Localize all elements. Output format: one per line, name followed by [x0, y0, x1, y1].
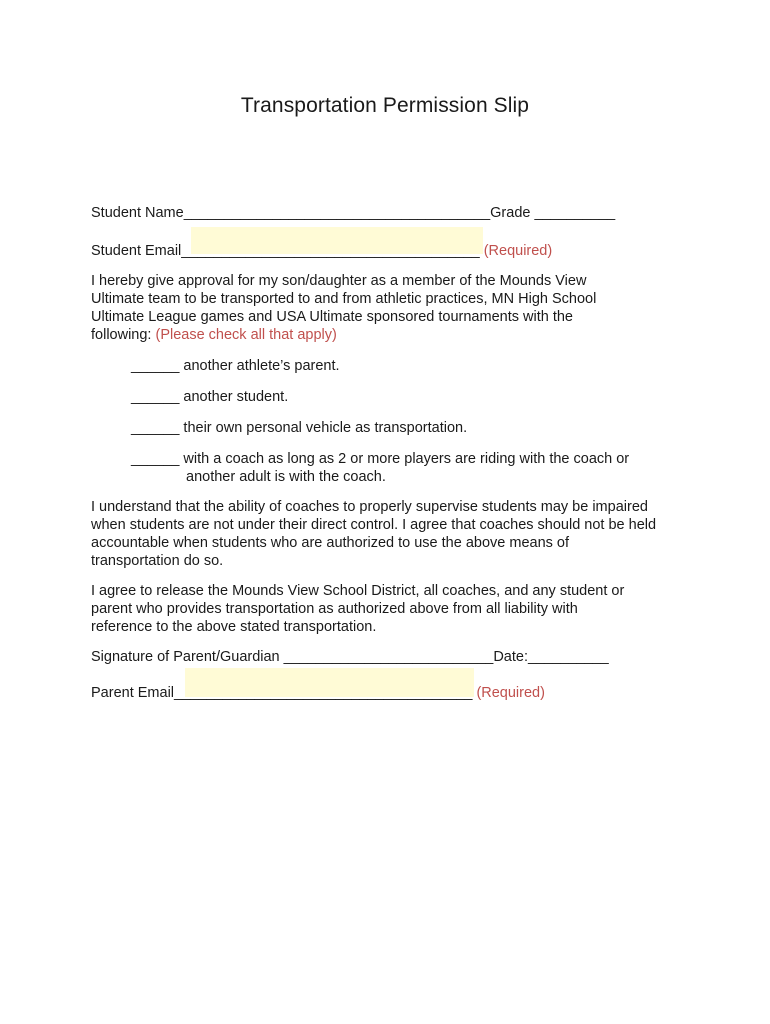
- student-name-field[interactable]: ______________________________________: [183, 205, 491, 221]
- date-field[interactable]: __________: [528, 649, 609, 665]
- check-all-note: (Please check all that apply): [155, 327, 337, 343]
- approval-line-last: [91, 326, 691, 344]
- understand-line: transportation do so.: [91, 553, 224, 569]
- option-label-continued: another adult is with the coach.: [186, 469, 386, 485]
- option-checkbox-blank[interactable]: ______: [131, 358, 180, 374]
- approval-line: Ultimate League games and USA Ultimate sponsored tournaments with the: [91, 309, 573, 325]
- student-email-label: Student Email: [91, 243, 182, 259]
- option-checkbox-blank[interactable]: ______: [131, 389, 180, 405]
- signature-row: [91, 648, 609, 666]
- understand-line: accountable when students who are authorized to use the above means of: [91, 535, 570, 551]
- parent-email-required-note: (Required): [476, 685, 545, 701]
- understand-line: when students are not under their direct control. I agree that coaches should not be held: [91, 517, 657, 533]
- release-paragraph: [91, 582, 691, 636]
- option-another-student: [131, 388, 288, 406]
- page-title: Transportation Permission Slip: [240, 94, 530, 117]
- option-label: another athlete’s parent.: [183, 358, 340, 374]
- date-label: Date:: [493, 649, 528, 665]
- parent-email-label: Parent Email: [91, 685, 175, 701]
- parent-email-underline: _____________________________________: [174, 685, 473, 701]
- option-checkbox-blank[interactable]: ______: [131, 451, 180, 467]
- approval-line: I hereby give approval for my son/daughter as a member of the Mounds View: [91, 273, 587, 289]
- grade-label: Grade: [490, 205, 531, 221]
- understand-paragraph: [91, 498, 691, 570]
- option-label: their own personal vehicle as transportation.: [183, 420, 468, 436]
- approval-line: Ultimate team to be transported to and from athletic practices, MN High School: [91, 291, 597, 307]
- signature-label: Signature of Parent/Guardian: [91, 649, 280, 665]
- signature-field[interactable]: __________________________: [283, 649, 494, 665]
- student-email-required-note: (Required): [483, 243, 553, 259]
- release-line: I agree to release the Mounds View School District, all coaches, and any student or: [91, 583, 625, 599]
- option-checkbox-blank[interactable]: ______: [131, 420, 180, 436]
- student-email-underline: _____________________________________: [181, 243, 480, 259]
- grade-field[interactable]: __________: [534, 205, 616, 221]
- student-name-row: [91, 204, 615, 222]
- option-athlete-parent: [131, 357, 340, 375]
- option-label: with a coach as long as 2 or more players are riding with the coach or: [183, 451, 630, 467]
- student-email-row: [91, 242, 552, 260]
- understand-line: I understand that the ability of coaches to properly supervise students may be impaired: [91, 499, 648, 515]
- parent-email-row: [91, 684, 545, 702]
- option-own-vehicle: [131, 419, 467, 437]
- student-name-label: Student Name: [91, 205, 184, 221]
- option-label: another student.: [183, 389, 289, 405]
- release-line: reference to the above stated transportation.: [91, 619, 377, 635]
- approval-following: following:: [91, 327, 152, 343]
- option-with-coach: [131, 450, 629, 486]
- release-line: parent who provides transportation as authorized above from all liability with: [91, 601, 578, 617]
- approval-paragraph: [91, 272, 691, 344]
